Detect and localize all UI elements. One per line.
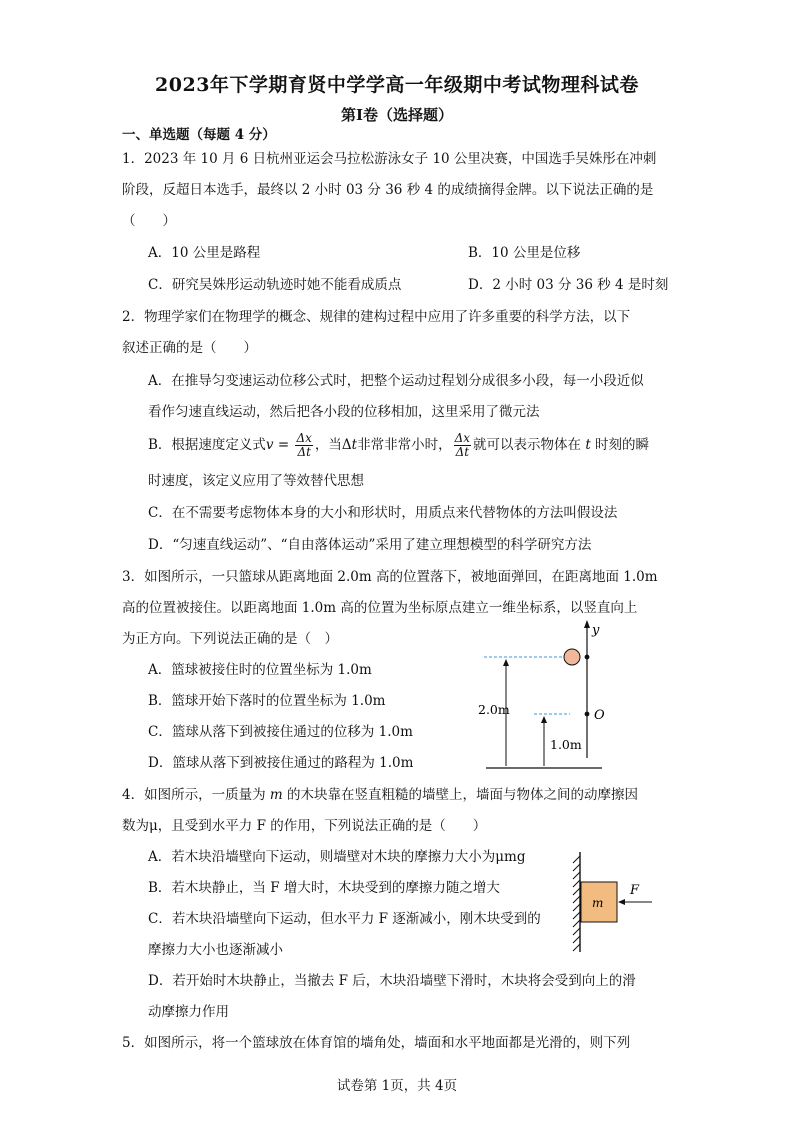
q1-option-c: C．研究吴姝彤运动轨迹时她不能看成质点 bbox=[148, 277, 402, 293]
q2-option-b-end: 时刻的瞬 bbox=[595, 437, 650, 453]
basketball-icon bbox=[564, 649, 580, 665]
q3-stem-line2: 高的位置被接住。以距离地面 1.0m 高的位置为坐标原点建立一维坐标系，以竖直向上 bbox=[122, 600, 638, 616]
q2-option-b-prefix: B．根据速度定义式 bbox=[148, 437, 266, 453]
force-arrow-head bbox=[618, 899, 625, 905]
q4-option-d-line1: D．若开始时木块静止，当撤去 F 后，木块沿墙壁下滑时，木块将会受到向上的滑 bbox=[148, 973, 636, 989]
wall-block-diagram bbox=[570, 850, 660, 955]
q4-stem-line2: 数为μ，且受到水平力 F 的作用，下列说法正确的是（ ） bbox=[122, 818, 487, 834]
basketball-diagram bbox=[470, 618, 620, 778]
q5-stem-line1: 5．如图所示，将一个篮球放在体育馆的墙角处，墙面和水平地面都是光滑的，则下列 bbox=[122, 1035, 631, 1051]
q3-option-d: D．篮球从落下到被接住通过的路程为 1.0m bbox=[148, 755, 414, 771]
q4-option-c-line2: 摩擦力大小也逐渐减小 bbox=[148, 942, 283, 958]
mass-symbol: m bbox=[265, 787, 287, 803]
q2-option-b-mid: ，当Δ bbox=[314, 437, 352, 453]
q4-option-a: A．若木块沿墙壁向下运动，则墙壁对木块的摩擦力大小为μmg bbox=[148, 849, 526, 865]
q1-stem-line2: 阶段，反超日本选手，最终以 2 小时 03 分 36 秒 4 的成绩摘得金牌。以下说法正确的是 bbox=[122, 182, 654, 198]
y-axis-label: y bbox=[592, 623, 600, 638]
q2-option-d: D．“匀速直线运动”、“自由落体运动”采用了建立理想模型的科学研究方法 bbox=[148, 537, 592, 553]
q3-option-c: C．篮球从落下到被接住通过的位移为 1.0m bbox=[148, 724, 413, 740]
height-arrow-2m-head bbox=[503, 659, 509, 666]
q2-option-a-line2: 看作匀速直线运动，然后把各小段的位移相加，这里采用了微元法 bbox=[148, 404, 540, 420]
top-position-dot bbox=[585, 655, 590, 660]
y-axis-arrow bbox=[584, 620, 590, 628]
q1-option-d: D．2 小时 03 分 36 秒 4 是时刻 bbox=[468, 277, 669, 293]
q1-option-a: A．10 公里是路程 bbox=[148, 245, 261, 261]
fraction-numerator: Δx bbox=[296, 431, 312, 445]
height-label-1m: 1.0m bbox=[550, 737, 582, 752]
paper-subtitle: 第Ⅰ卷（选择题） bbox=[340, 106, 454, 124]
origin-label: O bbox=[594, 708, 605, 723]
q3-option-a: A．篮球被接住时的位置坐标为 1.0m bbox=[148, 662, 372, 678]
q2-stem-line2: 叙述正确的是（ ） bbox=[122, 340, 257, 356]
fraction-numerator: Δx bbox=[454, 431, 471, 445]
q2-option-a-line1: A．在推导匀变速运动位移公式时，把整个运动过程划分成很多小段，每一小段近似 bbox=[148, 373, 644, 389]
q2-option-c: C．在不需要考虑物体本身的大小和形状时，用质点来代替物体的方法叫假设法 bbox=[148, 505, 618, 521]
q3-stem-line3: 为正方向。下列说法正确的是（ ） bbox=[122, 631, 338, 647]
velocity-fraction bbox=[295, 432, 312, 459]
force-label: F bbox=[630, 883, 640, 898]
block-mass-label: m bbox=[592, 896, 604, 910]
height-arrow-1m-head bbox=[541, 716, 547, 723]
q2-option-b-post: 就可以表示物体在 bbox=[473, 437, 582, 453]
q4-option-c-line1: C．若木块沿墙壁向下运动，但水平力 F 逐渐减小，刚木块受到的 bbox=[148, 911, 541, 927]
q3-stem-line1: 3．如图所示，一只篮球从距离地面 2.0m 高的位置落下，被地面弹回，在距离地面 1.0m bbox=[122, 569, 658, 585]
exam-title: 2023年下学期育贤中学学高一年级期中考试物理科试卷 bbox=[155, 74, 639, 96]
q4-stem-line1 bbox=[122, 786, 638, 804]
q4-stem-post: 的木块靠在竖直粗糙的墙壁上，墙面与物体之间的动摩擦因 bbox=[286, 787, 638, 803]
section-heading: 一、单选题（每题 4 分） bbox=[122, 127, 276, 143]
q2-option-b-line1 bbox=[148, 430, 649, 460]
fraction-denominator: Δt bbox=[455, 445, 470, 459]
ratio-fraction bbox=[454, 432, 471, 459]
height-label-2m: 2.0m bbox=[478, 702, 510, 717]
q1-option-b: B．10 公里是位移 bbox=[468, 245, 581, 261]
time-symbol: t bbox=[351, 437, 358, 453]
q3-option-b: B．篮球开始下落时的位置坐标为 1.0m bbox=[148, 693, 386, 709]
equals-sign: = bbox=[273, 437, 294, 453]
q4-option-d-line2: 动摩擦力作用 bbox=[148, 1004, 229, 1020]
q4-stem-pre: 4．如图所示，一质量为 bbox=[122, 787, 266, 803]
q1-stem-line3: （ ） bbox=[122, 213, 176, 229]
q2-option-b-mid2: 非常非常小时， bbox=[357, 437, 452, 453]
q4-option-b: B．若木块静止，当 F 增大时，木块受到的摩擦力随之增大 bbox=[148, 880, 500, 896]
q2-stem-line1: 2．物理学家们在物理学的概念、规律的建构过程中应用了许多重要的科学方法，以下 bbox=[122, 309, 631, 325]
origin-dot bbox=[585, 712, 590, 717]
q1-stem-line1: 1．2023 年 10 月 6 日杭州亚运会马拉松游泳女子 10 公里决赛，中国选手吴姝彤在冲刺 bbox=[122, 151, 657, 167]
time-symbol-2: t bbox=[581, 437, 596, 453]
page-footer: 试卷第 1页，共 4页 bbox=[336, 1078, 458, 1094]
fraction-denominator: Δt bbox=[297, 445, 311, 459]
q2-option-b-line2: 时速度，该定义应用了等效替代思想 bbox=[148, 473, 364, 489]
velocity-symbol: v bbox=[265, 437, 274, 453]
wall-hatching bbox=[573, 856, 580, 951]
